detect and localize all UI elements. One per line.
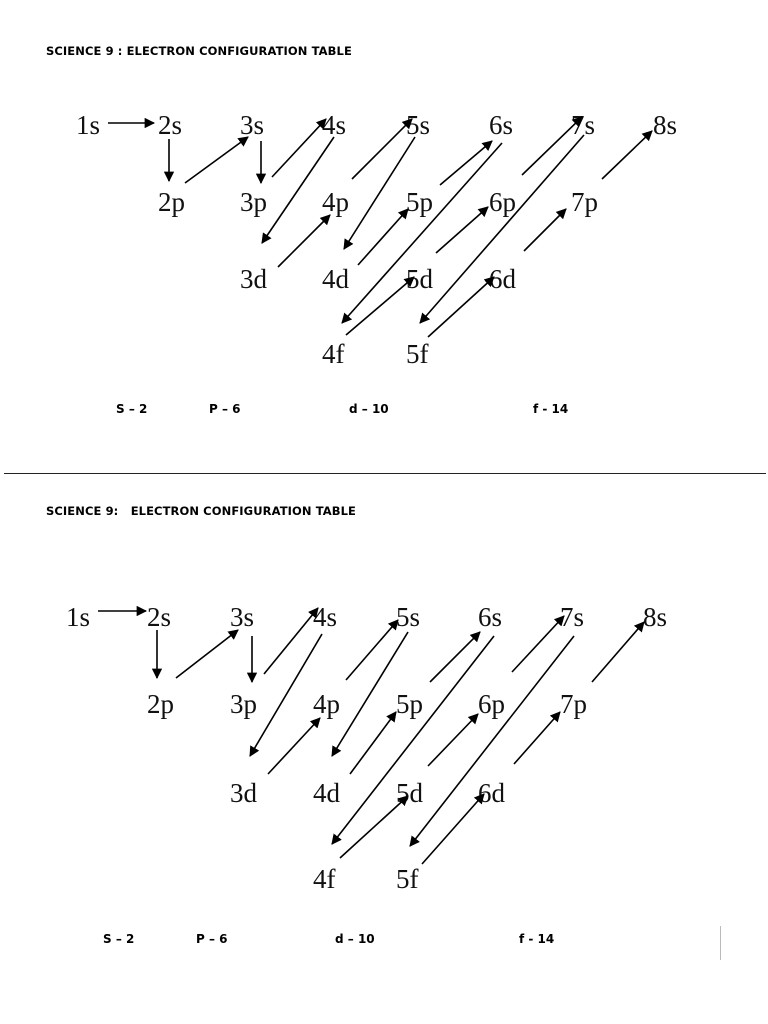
section-divider	[4, 473, 766, 474]
orbital-6s: 6s	[489, 110, 514, 140]
arrow-4p-5s	[352, 119, 412, 179]
orbital-5s: 5s	[396, 602, 421, 632]
orbital-2s: 2s	[158, 110, 183, 140]
arrow-5f-6d	[422, 794, 484, 864]
orbital-7s: 7s	[571, 110, 596, 140]
arrow-3d-4p	[278, 215, 330, 267]
orbital-2s: 2s	[147, 602, 172, 632]
orbital-4d: 4d	[322, 264, 349, 294]
d-capacity-label: d – 10	[349, 402, 389, 416]
orbital-5f: 5f	[406, 339, 429, 369]
arrow-4s-3d	[250, 634, 322, 756]
orbital-4p: 4p	[322, 187, 349, 217]
page-edge-line	[720, 926, 721, 960]
arrow-7p-8s	[592, 622, 644, 682]
filling-order-arrows	[108, 117, 652, 337]
s-capacity-label: S – 2	[103, 932, 135, 946]
arrow-7s-5f	[420, 135, 584, 323]
orbital-5p: 5p	[396, 689, 423, 719]
arrow-2p-3s	[185, 137, 248, 183]
orbital-4p: 4p	[313, 689, 340, 719]
f-capacity-label: f - 14	[519, 932, 555, 946]
arrow-3p-4s	[264, 608, 318, 674]
f-capacity-label: f - 14	[533, 402, 569, 416]
orbital-2p: 2p	[158, 187, 185, 217]
orbital-2p: 2p	[147, 689, 174, 719]
arrow-5f-6d	[428, 277, 494, 337]
orbital-7s: 7s	[560, 602, 585, 632]
orbital-3d: 3d	[230, 778, 257, 808]
arrow-3d-4p	[268, 718, 320, 774]
orbital-6d: 6d	[478, 778, 505, 808]
orbital-8s: 8s	[653, 110, 678, 140]
p-capacity-label: P – 6	[209, 402, 241, 416]
orbital-5f: 5f	[396, 864, 419, 894]
s-capacity-label: S – 2	[116, 402, 148, 416]
orbital-8s: 8s	[643, 602, 668, 632]
orbital-4s: 4s	[313, 602, 338, 632]
orbital-3s: 3s	[230, 602, 255, 632]
arrow-4p-5s	[346, 620, 398, 680]
orbital-4f: 4f	[313, 864, 336, 894]
electron-configuration-diagram	[0, 596, 768, 896]
orbital-7p: 7p	[560, 689, 587, 719]
p-capacity-label: P – 6	[196, 932, 228, 946]
orbital-6s: 6s	[478, 602, 503, 632]
arrow-7p-8s	[602, 131, 652, 179]
orbital-3d: 3d	[240, 264, 267, 294]
orbital-3p: 3p	[240, 187, 267, 217]
arrow-4f-5d	[340, 796, 408, 858]
orbital-1s: 1s	[66, 602, 91, 632]
orbital-4s: 4s	[322, 110, 347, 140]
orbital-4f: 4f	[322, 339, 345, 369]
arrow-3p-4s	[272, 119, 326, 177]
filling-order-arrows	[98, 608, 644, 864]
orbital-5d: 5d	[396, 778, 423, 808]
orbital-6d: 6d	[489, 264, 516, 294]
orbital-5s: 5s	[406, 110, 431, 140]
electron-configuration-diagram	[0, 105, 768, 369]
orbital-4d: 4d	[313, 778, 340, 808]
arrow-6p-7s	[512, 616, 564, 672]
arrow-5d-6p	[436, 207, 488, 253]
arrow-6s-4f	[342, 143, 502, 323]
arrow-2p-3s	[176, 630, 238, 678]
arrow-5p-6s	[430, 632, 480, 682]
arrow-4d-5p	[350, 712, 396, 774]
orbital-5p: 5p	[406, 187, 433, 217]
orbital-3s: 3s	[240, 110, 265, 140]
arrow-6d-7p	[514, 712, 560, 764]
arrow-5d-6p	[428, 714, 478, 766]
orbital-6p: 6p	[478, 689, 505, 719]
orbital-7p: 7p	[571, 187, 598, 217]
arrow-5s-4d	[344, 137, 415, 249]
arrow-6d-7p	[524, 209, 566, 251]
arrow-6p-7s	[522, 117, 582, 175]
orbital-1s: 1s	[76, 110, 101, 140]
orbital-5d: 5d	[406, 264, 433, 294]
d-capacity-label: d – 10	[335, 932, 375, 946]
arrow-7s-5f	[410, 636, 574, 846]
orbital-3p: 3p	[230, 689, 257, 719]
page-title: SCIENCE 9 : ELECTRON CONFIGURATION TABLE	[46, 44, 352, 58]
page-title: SCIENCE 9: ELECTRON CONFIGURATION TABLE	[46, 504, 357, 518]
orbital-6p: 6p	[489, 187, 516, 217]
